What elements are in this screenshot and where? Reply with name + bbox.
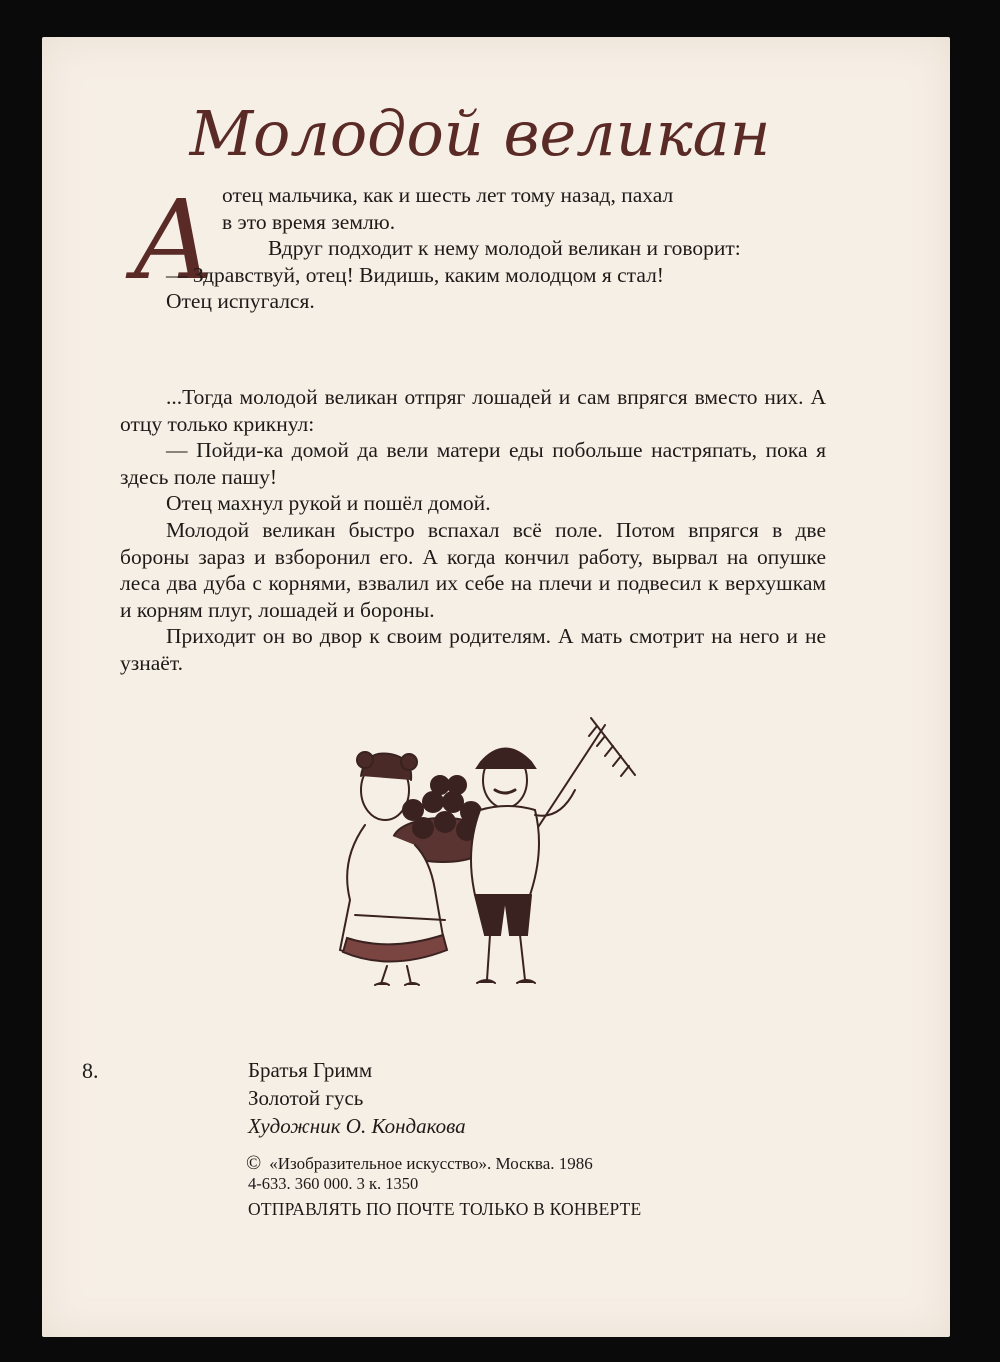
intro-block (222, 182, 826, 235)
body-para-4: Молодой великан быстро вспахал всё поле. Потом впрягся в две бороны зараз и взборонил его. А когда кончил работу, вырвал на опушке леса два дуба с корнями, взвалил их себе на плечи и подвесил к верхушкам и корням плуг, лошадей и бороны. (120, 517, 826, 622)
intro-para-4: Отец испугался. (166, 289, 315, 314)
print-info: 4-633. 360 000. 3 к. 1350 (248, 1174, 419, 1193)
story-body (120, 384, 826, 677)
copyright-icon: © (246, 1152, 262, 1174)
intro-para-3: — Здравствуй, отец! Видишь, каким молодцом я стал! (166, 262, 664, 287)
intro-para-2: Вдруг подходит к нему молодой великан и говорит: (268, 236, 741, 260)
copyright-text: «Изобразительное искусство». Москва. 1986 (269, 1154, 593, 1173)
body-para-3: Отец махнул рукой и пошёл домой. (166, 491, 491, 516)
body-para-5: Приходит он во двор к своим родителям. А мать смотрит на него и не узнаёт. (120, 624, 826, 675)
body-para-2: — Пойди-ка домой да вели матери еды побольше настряпать, пока я здесь поле пашу! (120, 438, 826, 489)
copyright-line (246, 1152, 593, 1175)
body-para-1: ...Тогда молодой великан отпряг лошадей и сам впрягся вместо них. А отцу только крикнул: (120, 385, 826, 436)
postal-note: ОТПРАВЛЯТЬ ПО ПОЧТЕ ТОЛЬКО В КОНВЕРТЕ (248, 1199, 642, 1219)
intro-continued (120, 235, 826, 315)
intro-line-2: в это время землю. (222, 209, 396, 234)
svg-text:Молодой великан: Молодой великан (189, 97, 771, 170)
page-number: 8. (82, 1058, 99, 1083)
book-title: Золотой гусь (248, 1086, 364, 1110)
author: Братья Гримм (248, 1058, 373, 1082)
intro-line-1: отец мальчика, как и шесть лет тому назад, пахал (222, 183, 674, 207)
svg-text:А: А (132, 176, 216, 304)
artist-credit: Художник О. Кондакова (248, 1114, 466, 1138)
couple-illustration (295, 680, 625, 1000)
illustration (295, 680, 625, 1000)
